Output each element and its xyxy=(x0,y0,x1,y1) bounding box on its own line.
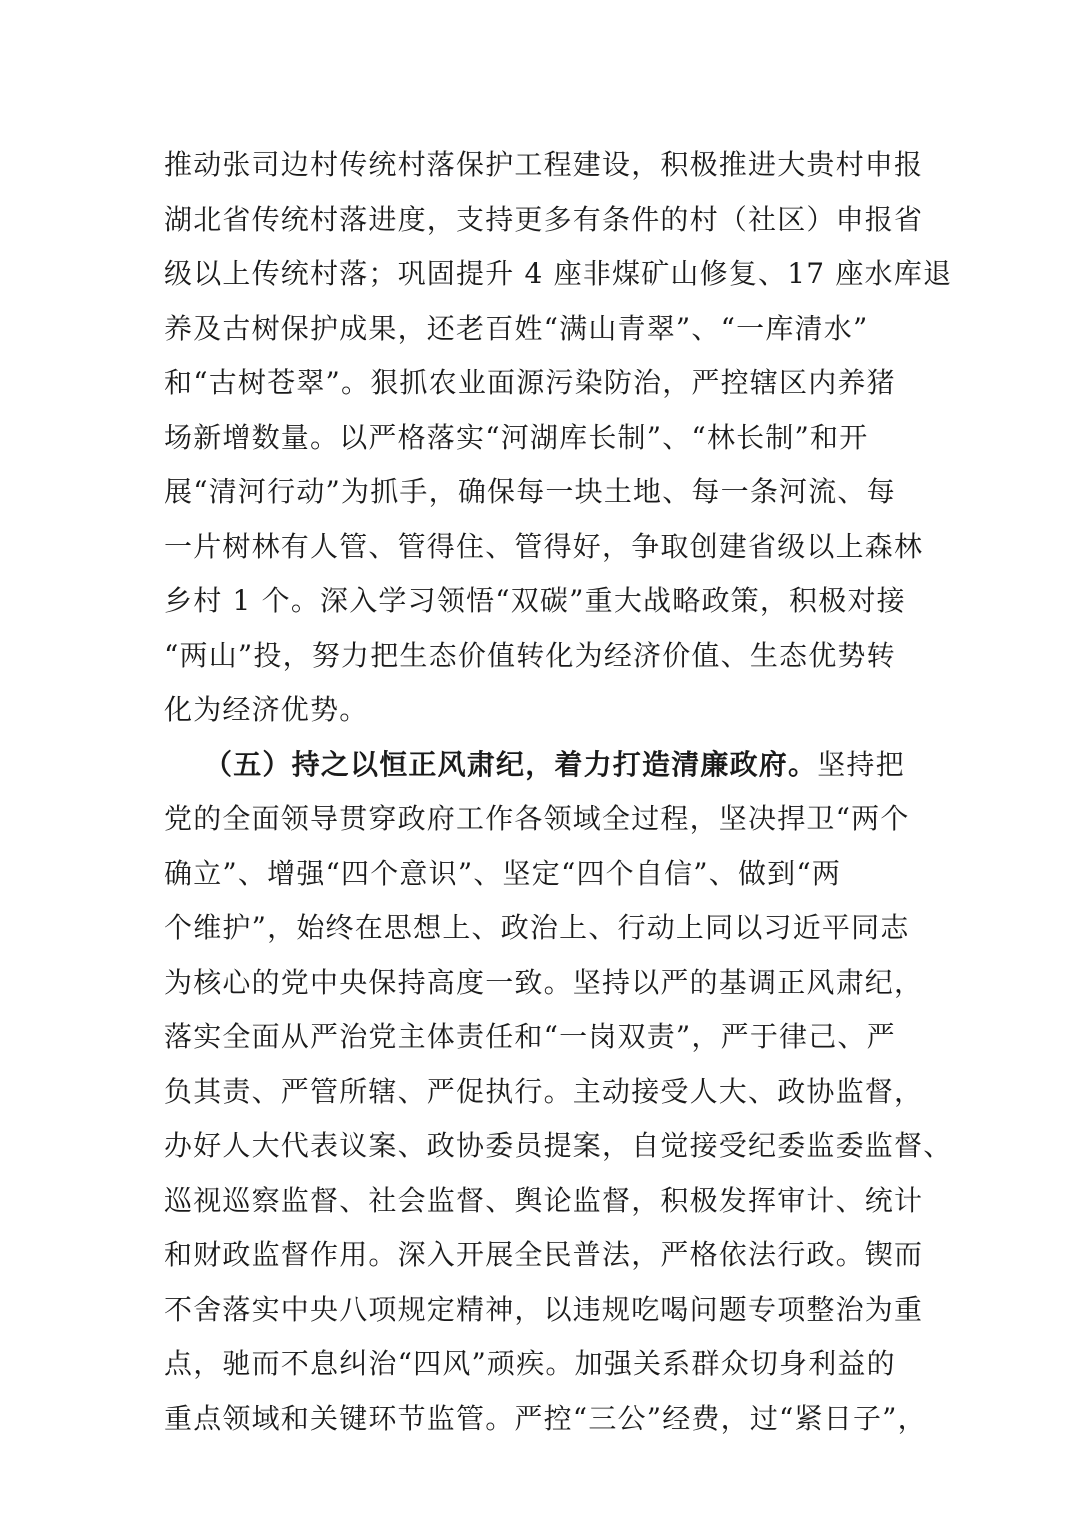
paragraph-line: 不舍落实中央八项规定精神，以违规吃喝问题专项整治为重 xyxy=(164,1292,924,1326)
paragraph-line: 巡视巡察监督、社会监督、舆论监督，积极发挥审计、统计 xyxy=(164,1183,924,1217)
paragraph-line: 和“古树苍翠”。狠抓农业面源污染防治，严控辖区内养猪 xyxy=(164,366,896,399)
paragraph-line: 确立”、增强“四个意识”、坚定“四个自信”、做到“两 xyxy=(164,856,842,890)
paragraph-line: 乡村 1 个。深入学习领悟“双碳”重大战略政策，积极对接 xyxy=(164,584,906,617)
paragraph-line: 党的全面领导贯穿政府工作各领域全过程，坚决捍卫“两个 xyxy=(164,802,910,835)
paragraph-line: 化为经济优势。 xyxy=(164,693,369,726)
document-body xyxy=(164,138,953,1446)
paragraph-line: 场新增数量。以严格落实“河湖库长制”、“林长制”和开 xyxy=(164,420,869,454)
paragraph-line: 级以上传统村落；巩固提升 4 座非煤矿山修复、17 座水库退 xyxy=(164,257,953,290)
paragraph-line: 点，驰而不息纠治“四风”顽疾。加强关系群众切身利益的 xyxy=(164,1347,896,1380)
paragraph-line: 一片树林有人管、管得住、管得好，争取创建省级以上森林 xyxy=(164,529,924,563)
paragraph-line: 湖北省传统村落进度，支持更多有条件的村（社区）申报省 xyxy=(164,202,924,236)
paragraph-line: 重点领域和关键环节监管。严控“三公”经费，过“紧日子”， xyxy=(164,1401,927,1435)
paragraph-line: “两山”投，努力把生态价值转化为经济价值、生态优势转 xyxy=(164,638,896,672)
section-heading-line xyxy=(164,738,914,793)
paragraph-line-start: 坚持把 xyxy=(817,747,905,781)
paragraph-line: 办好人大代表议案、政协委员提案，自觉接受纪委监委监督、 xyxy=(164,1129,953,1162)
section-heading: （五）持之以恒正风肃纪，着力打造清廉政府。 xyxy=(204,747,818,781)
paragraph-line: 落实全面从严治党主体责任和“一岗双责”，严于律己、严 xyxy=(164,1020,896,1053)
paragraph-line: 展“清河行动”为抓手，确保每一块土地、每一条河流、每 xyxy=(164,475,896,508)
paragraph-line: 和财政监督作用。深入开展全民普法，严格依法行政。锲而 xyxy=(164,1238,924,1271)
paragraph-line: 为核心的党中央保持高度一致。坚持以严的基调正风肃纪， xyxy=(164,965,924,999)
paragraph-line: 推动张司边村传统村落保护工程建设，积极推进大贵村申报 xyxy=(164,148,924,181)
paragraph-line: 负其责、严管所辖、严促执行。主动接受人大、政协监督， xyxy=(164,1074,924,1108)
paragraph-line: 养及古树保护成果，还老百姓“满山青翠”、“一库清水” xyxy=(164,311,869,345)
paragraph-line: 个维护”，始终在思想上、政治上、行动上同以习近平同志 xyxy=(164,911,910,944)
